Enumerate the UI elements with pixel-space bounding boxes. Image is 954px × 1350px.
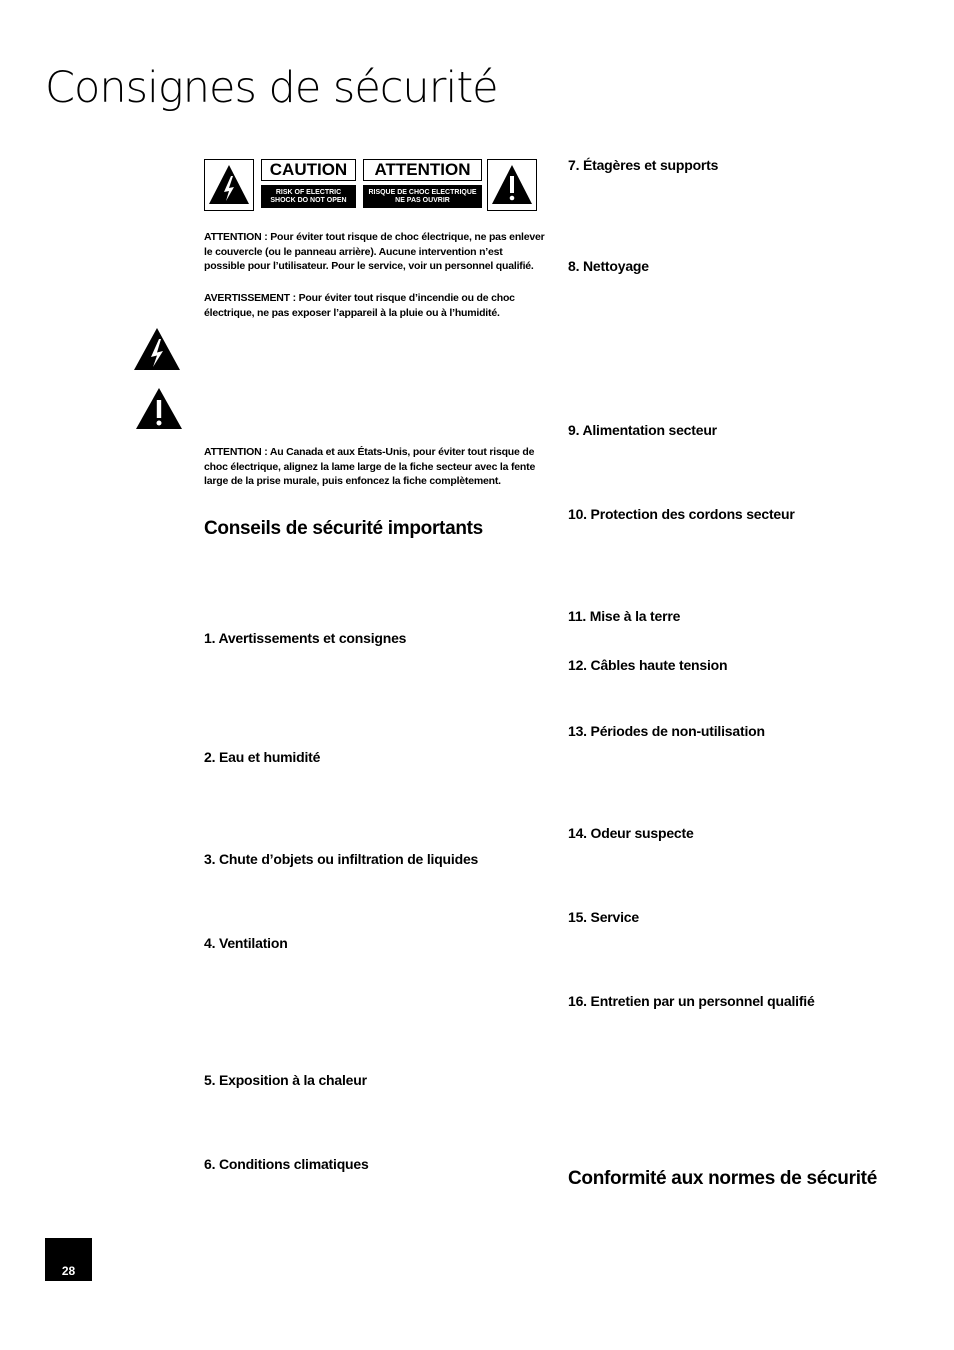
section-important-safety: Conseils de sécurité importants	[204, 518, 483, 539]
item-heading: 3. Chute d’objets ou infiltration de liquides	[204, 851, 479, 867]
item-heading: 1. Avertissements et consignes	[204, 630, 407, 646]
lightning-warning-icon	[204, 159, 254, 211]
item-heading: 14. Odeur suspecte	[568, 825, 694, 841]
item-heading: 11. Mise à la terre	[568, 608, 681, 624]
attention-subtitle: RISQUE DE CHOC ELECTRIQUE NE PAS OUVRIR	[363, 185, 482, 208]
item-heading: 4. Ventilation	[204, 935, 288, 951]
item-heading: 8. Nettoyage	[568, 258, 649, 274]
caution-label	[204, 158, 538, 212]
item-heading: 10. Protection des cordons secteur	[568, 506, 795, 522]
item-heading: 9. Alimentation secteur	[568, 422, 717, 438]
item-heading: 6. Conditions climatiques	[204, 1156, 369, 1172]
avertissement-notice: AVERTISSEMENT : Pour éviter tout risque d’incendie ou de choc électrique, ne pas exposer l’appareil à la pluie ou à l’humidité.	[204, 292, 515, 319]
page-number: 28	[61, 1264, 76, 1278]
item-heading: 12. Câbles haute tension	[568, 657, 728, 673]
exclamation-warning-icon	[487, 159, 537, 211]
lightning-warning-icon	[133, 327, 181, 371]
page-number-tab	[45, 1238, 92, 1281]
section-conformity: Conformité aux normes de sécurité	[568, 1168, 877, 1189]
item-heading: 15. Service	[568, 909, 639, 925]
page-title: Consignes de sécurité	[45, 63, 498, 113]
attention-title: ATTENTION	[363, 159, 482, 181]
item-heading: 16. Entretien par un personnel qualifié	[568, 993, 815, 1009]
item-heading: 13. Périodes de non-utilisation	[568, 723, 765, 739]
caution-subtitle: RISK OF ELECTRIC SHOCK DO NOT OPEN	[261, 185, 356, 208]
item-heading: 5. Exposition à la chaleur	[204, 1072, 367, 1088]
caution-title: CAUTION	[261, 159, 356, 181]
item-heading: 2. Eau et humidité	[204, 749, 321, 765]
caution-block	[261, 159, 356, 209]
attention-block	[363, 159, 482, 209]
exclamation-warning-icon	[135, 387, 183, 430]
attention-canada-notice: ATTENTION : Au Canada et aux États-Unis, pour éviter tout risque de choc électrique, alignez la lame large de la fiche secteur avec la fente large de la prise murale, puis enfoncez la fiche complètement.	[204, 446, 536, 487]
attention-notice: ATTENTION : Pour éviter tout risque de choc électrique, ne pas enlever le couvercle (ou le panneau arrière). Aucune intervention n’est possible pour l’utilisateur. Pour le service, voir un personnel qualifié.	[204, 231, 545, 272]
item-heading: 7. Étagères et supports	[568, 157, 719, 173]
